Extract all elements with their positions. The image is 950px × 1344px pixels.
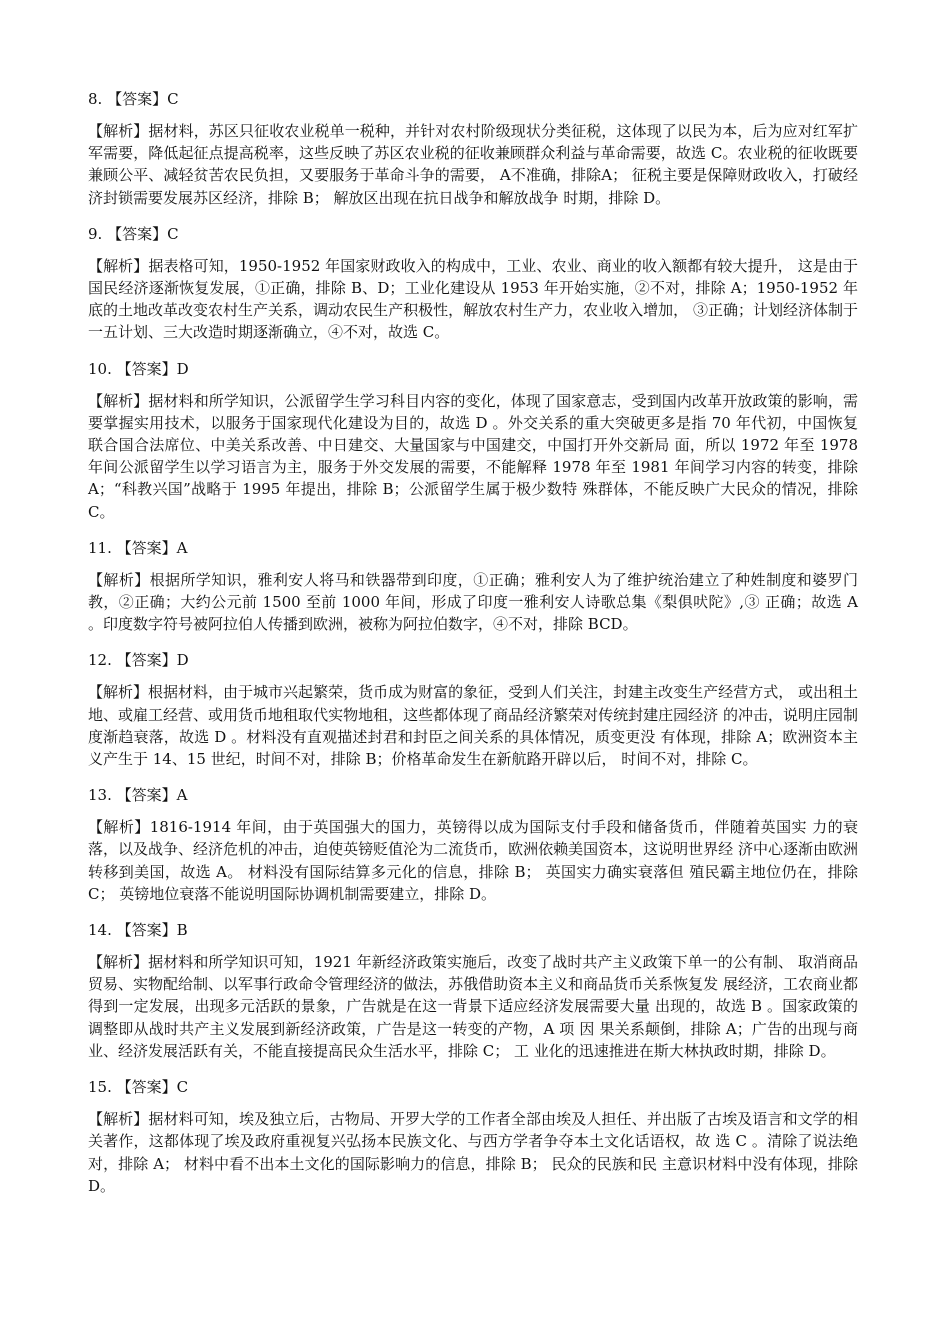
question-11 [88,537,858,636]
analysis-paragraph: 【解析】据材料，苏区只征收农业税单一税种，并针对农村阶级现状分类征税，这体现了以民为本，后为应对红军扩军需要，降低起征点提高税率，这些反映了苏区农业税的征收兼顾群众利益与革命需要，故选 C。农业税的征收既要兼顾公平、减轻贫苦农民负担，又要服务于革命斗争的需要， A不准确，排除A； 征税主要是保障财政收入，打破经济封锁需要发展苏区经济，排除 B； 解放区出现在抗日战争和解放战争 时期，排除 D。 [88,122,858,207]
question-9 [88,223,858,344]
question-15 [88,1076,858,1197]
question-8 [88,88,858,209]
analysis-paragraph: 【解析】据表格可知，1950-1952 年国家财政收入的构成中，工业、农业、商业的收入额都有较大提升， 这是由于国民经济逐渐恢复发展，①正确，排除 B、D；工业化建设从 1953 年开始实施，②不对，排除 A；1950-1952 年底的土地改革改变农村生产关系，调动农民生产积极性，解放农村生产力，农业收入增加， ③正确；计划经济体制于一五计划、三大改造时期逐渐确立，④不对，故选 C。 [88,256,858,342]
question-10 [88,358,858,523]
analysis-paragraph: 【解析】据材料可知，埃及独立后，古物局、开罗大学的工作者全部由埃及人担任、并出版了古埃及语言和文学的相关著作，这都体现了埃及政府重视复兴弘扬本民族文化、与西方学者争夺本土文化话语权，故 选 C 。清除了说法绝对，排除 A； 材料中看不出本土文化的国际影响力的信息，排除 B； 民众的民族和民 主意识材料中没有体现，排除 D。 [88,1110,858,1195]
analysis-paragraph: 【解析】1816-1914 年间，由于英国强大的国力，英镑得以成为国际支付手段和储备货币，伴随着英国实 力的衰落，以及战争、经济危机的冲击，迫使英镑贬值沦为二流货币，欧洲依赖美国资本，这说明世界经 济中心逐渐由欧洲转移到美国，故选 A。 材料没有国际结算多元化的信息，排除 B； 英国实力确实衰落但 殖民霸主地位仍在，排除 C； 英镑地位衰落不能说明国际协调机制需要建立，排除 D。 [88,818,858,903]
analysis-paragraph: 【解析】据材料和所学知识可知，1921 年新经济政策实施后，改变了战时共产主义政策下单一的公有制、 取消商品贸易、实物配给制、以军事行政命令管理经济的做法，苏俄借助资本主义和商品货币关系恢复发 展经济，工农商业都得到一定发展，出现多元活跃的景象，广告就是在这一背景下适应经济发展需要大量 出现的，故选 B 。国家政策的调整即从战时共产主义发展到新经济政策，广告是这一转变的产物，A 项 因 果关系颠倒，排除 A；广告的出现与商业、经济发展活跃有关，不能直接提高民众生活水平，排除 C； 工 业化的迅速推进在斯大林执政时期，排除 D。 [88,953,858,1060]
question-12 [88,649,858,770]
answer-document [88,88,858,1211]
question-13 [88,784,858,905]
answer-line: 8. 【答案】C [88,90,179,108]
answer-line: 12. 【答案】D [88,651,189,670]
answer-line: 14. 【答案】B [88,921,188,940]
question-14 [88,919,858,1062]
analysis-paragraph: 【解析】据材料和所学知识，公派留学生学习科目内容的变化，体现了国家意志，受到国内改革开放政策的影响，需要掌握实用技术，以服务于国家现代化建设为目的，故选 D 。外交关系的重大突破更多是指 70 年代初，中国恢复联合国合法席位、中美关系改善、中日建交、大量国家与中国建交，中国打开外交新局 面，所以 1972 年至 1978 年间公派留学生以学习语言为主，服务于外交发展的需要，不能解释 1978 年至 1981 年间学习内容的转变，排除 A；“科教兴国”战略于 1995 年提出，排除 B；公派留学生属于极少数特 殊群体，不能反映广大民众的情况，排除C。 [88,391,858,521]
answer-line: 15. 【答案】C [88,1078,189,1097]
answer-line: 13. 【答案】A [88,786,188,805]
answer-line: 10. 【答案】D [88,359,189,378]
analysis-paragraph: 【解析】根据所学知识，雅利安人将马和铁器带到印度，①正确；雅利安人为了维护统治建立了种姓制度和婆罗门教，②正确；大约公元前 1500 至前 1000 年间，形成了印度一雅利安人诗歌总集《梨俱吠陀》,③ 正确；故选 A 。印度数字符号被阿拉伯人传播到欧洲，被称为阿拉伯数字，④不对，排除 BCD。 [88,570,858,634]
analysis-paragraph: 【解析】根据材料，由于城市兴起繁荣，货币成为财富的象征，受到人们关注，封建主改变生产经营方式， 或出租土地、或雇工经营、或用货币地租取代实物地租，这些都体现了商品经济繁荣对传统封建庄园经济 的冲击，说明庄园制度渐趋衰落，故选 D 。材料没有直观描述封君和封臣之间关系的具体情况，质变更没 有体现，排除 A；欧洲资本主义产生于 14、15 世纪，时间不对，排除 B；价格革命发生在新航路开辟以后， 时间不对，排除 C。 [88,683,858,769]
answer-line: 11. 【答案】A [88,538,188,557]
answer-line: 9. 【答案】C [88,224,179,243]
